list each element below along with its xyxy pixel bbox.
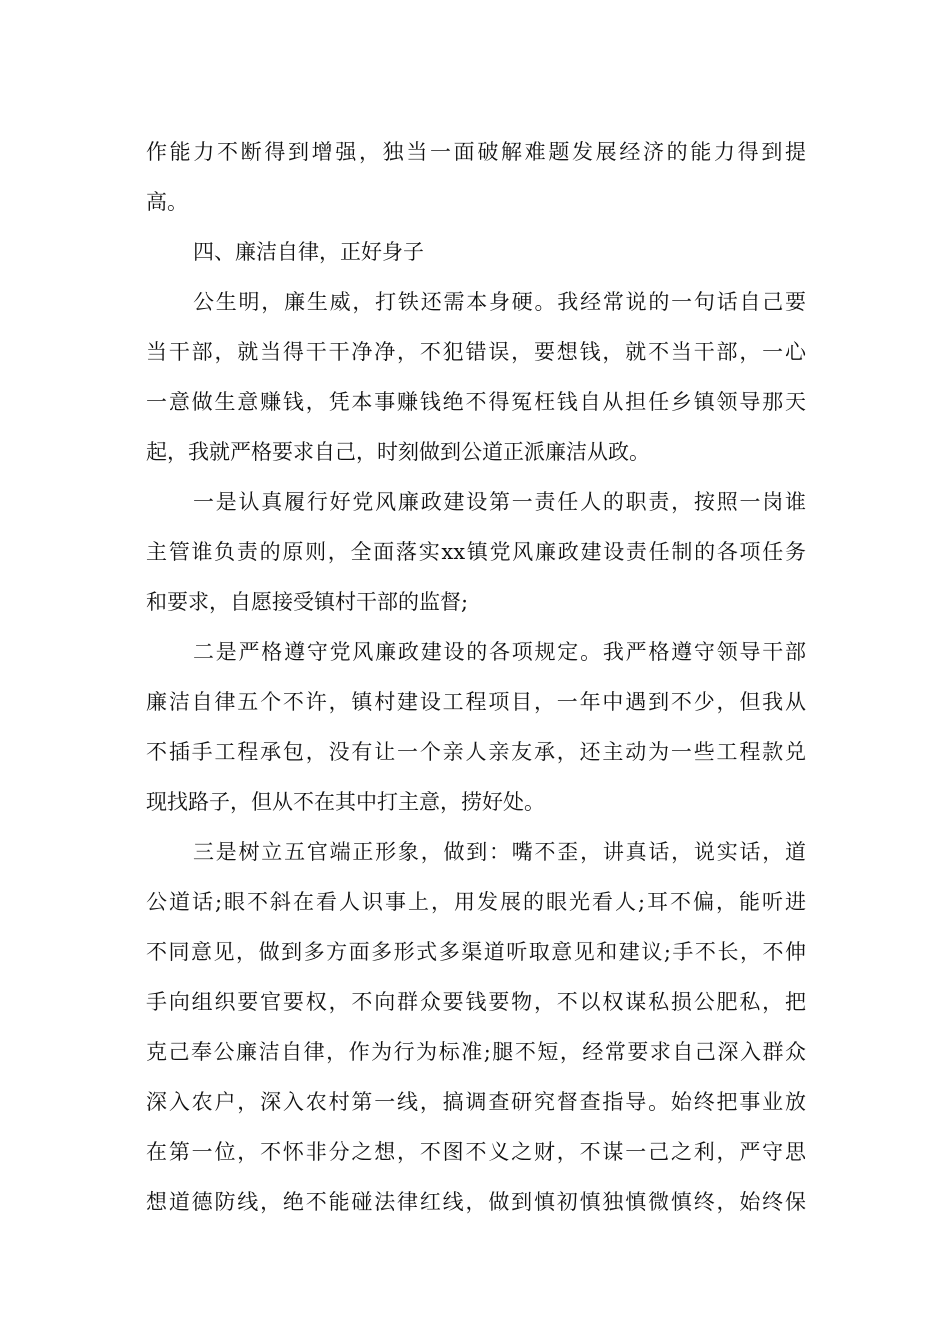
text-line: 想道德防线，绝不能碰法律红线，做到慎初慎独慎微慎终，始终保 <box>146 1190 806 1214</box>
text-line: 当干部，就当得干干净净，不犯错误，要想钱，就不当干部，一心 <box>146 340 806 364</box>
section-heading: 四、廉洁自律，正好身子 <box>193 240 424 264</box>
text-line: 和要求，自愿接受镇村干部的监督; <box>146 590 469 614</box>
text-line: 在第一位，不怀非分之想，不图不义之财，不谋一己之利，严守思 <box>146 1140 806 1164</box>
text-line: 公道话;眼不斜在看人识事上，用发展的眼光看人;耳不偏，能听进 <box>146 890 806 914</box>
text-line: 高。 <box>146 190 188 214</box>
text-line: 一是认真履行好党风廉政建设第一责任人的职责，按照一岗谁 <box>193 490 806 514</box>
text-line: 不同意见，做到多方面多形式多渠道听取意见和建议;手不长，不伸 <box>146 940 806 964</box>
text-line: 现找路子，但从不在其中打主意，捞好处。 <box>146 790 545 814</box>
text-line: 作能力不断得到增强，独当一面破解难题发展经济的能力得到提 <box>146 140 806 164</box>
text-line: 公生明，廉生威，打铁还需本身硬。我经常说的一句话自己要 <box>193 290 806 314</box>
text-line: 二是严格遵守党风廉政建设的各项规定。我严格遵守领导干部 <box>193 640 806 664</box>
text-line: 克己奉公廉洁自律，作为行为标准;腿不短，经常要求自己深入群众 <box>146 1040 806 1064</box>
text-line: 深入农户，深入农村第一线，搞调查研究督查指导。始终把事业放 <box>146 1090 806 1114</box>
text-line: 不插手工程承包，没有让一个亲人亲友承，还主动为一些工程款兑 <box>146 740 806 764</box>
text-line: 手向组织要官要权，不向群众要钱要物，不以权谋私损公肥私，把 <box>146 990 806 1014</box>
text-line: 主管谁负责的原则，全面落实xx镇党风廉政建设责任制的各项任务 <box>146 540 806 564</box>
text-line: 廉洁自律五个不许，镇村建设工程项目，一年中遇到不少，但我从 <box>146 690 806 714</box>
text-line: 一意做生意赚钱，凭本事赚钱绝不得冤枉钱自从担任乡镇领导那天 <box>146 390 806 414</box>
text-line: 三是树立五官端正形象，做到：嘴不歪，讲真话，说实话，道 <box>193 840 806 864</box>
text-line: 起，我就严格要求自己，时刻做到公道正派廉洁从政。 <box>146 440 650 464</box>
